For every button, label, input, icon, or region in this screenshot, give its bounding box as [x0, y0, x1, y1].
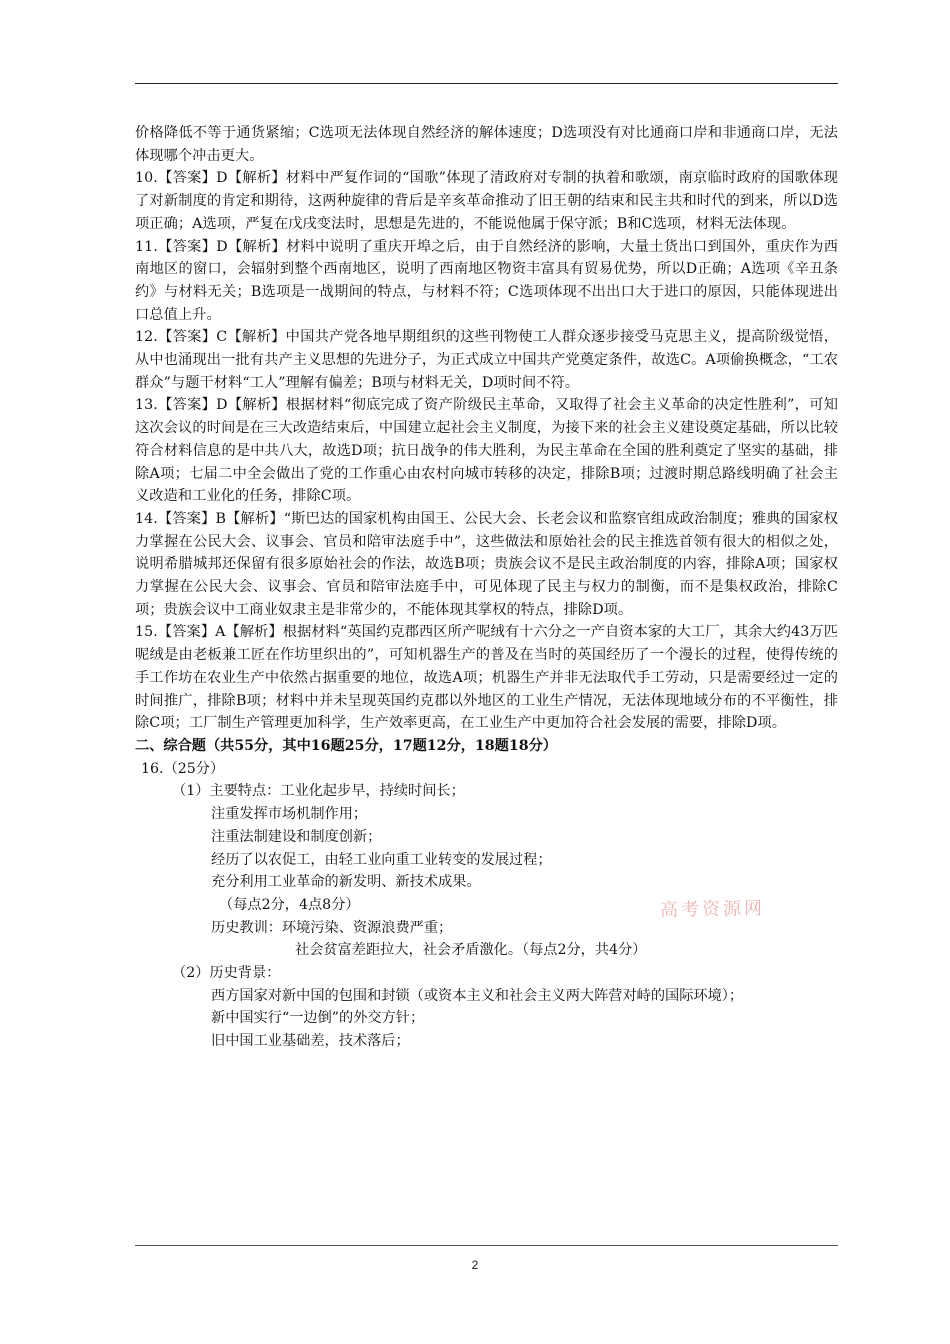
q16-part2-point: 西方国家对新中国的包围和封锁（或资本主义和社会主义两大阵营对峙的国际环境）；	[211, 987, 744, 1004]
page-number: 2	[471, 1258, 479, 1272]
q16-part1-point: 注重法制建设和制度创新；	[211, 828, 382, 845]
q16-part2-point: 新中国实行“一边倒”的外交方针；	[211, 1010, 425, 1027]
answer-paragraph: 14.【答案】B【解析】“斯巴达的国家机构由国王、公民大会、长老会议和监察官组成政治制度；雅典的国家权力掌握在公民大会、议事会、官员和陪审法庭手中”，这些做法和原始社会的民主推选首领有很大的相似之处，说明希腊城邦还保留有很多原始社会的作法，故选B项；贵族会议不是民主政治制度的内容，排除A项；国家权力掌握在公民大会、议事会、官员和陪审法庭手中，可见体现了民主与权力的制衡，而不是集权政治，排除C项；贵族会议中工商业奴隶主是非常少的，不能体现其掌权的特点，排除D项。	[135, 510, 838, 618]
answer-paragraph: 11.【答案】D【解析】材料中说明了重庆开埠之后，由于自然经济的影响，大量土货出口到国外，重庆作为西南地区的窗口，会辐射到整个西南地区，说明了西南地区物资丰富具有贸易优势，所以D正确；A选项《辛丑条约》与材料无关；B选项是一战期间的特点，与材料不符；C选项体现不出出口大于进口的原因，只能体现进出口总值上升。	[135, 238, 838, 323]
q16-part1-score: （每点2分，4点8分）	[219, 896, 360, 913]
question-16-header: 16.（25分）	[141, 760, 225, 777]
answer-paragraph: 15.【答案】A【解析】根据材料“英国约克郡西区所产呢绒有十六分之一产自资本家的大工厂，其余大约43万匹呢绒是由老板兼工匠在作坊里织出的”，可知机器生产的普及在当时的英国经历了一个漫长的过程，使得传统的手工作坊在农业生产中依然占据重要的地位，故选A项；机器生产并非无法取代手工劳动，只是需要经过一定的时间推广，排除B项；材料中并未呈现英国约克郡以外地区的工业生产情况，无法体现地域分布的不平衡性，排除C项；工厂制生产管理更加科学，生产效率更高，在工业生产中更加符合社会发展的需要，排除D项。	[135, 624, 838, 732]
q16-lesson-label: 历史教训：环境污染、资源浪费严重；	[211, 919, 453, 936]
section-title: 二、综合题（共55分，其中16题25分，17题12分，18题18分）	[135, 737, 557, 754]
answer-paragraph: 13.【答案】D【解析】根据材料“彻底完成了资产阶级民主革命，又取得了社会主义革命的决定性胜利”，可知这次会议的时间是在三大改造结束后，中国建立起社会主义制度，为接下来的社会主义建设奠定基础，所以比较符合材料信息的是中共八大，故选D项；抗日战争的伟大胜利，为民主革命在全国的胜利奠定了坚实的基础，排除A项；七届二中全会做出了党的工作重心由农村向城市转移的决定，排除B项；过渡时期总路线明确了社会主义改造和工业化的任务，排除C项。	[135, 397, 838, 505]
header-rule	[135, 83, 838, 84]
q16-lesson-cont: 社会贫富差距拉大，社会矛盾激化。（每点2分，共4分）	[295, 942, 647, 959]
q16-part1-point: 注重发挥市场机制作用；	[211, 806, 368, 823]
watermark: 高考资源网	[659, 898, 766, 921]
answer-paragraph: 12.【答案】C【解析】中国共产党各地早期组织的这些刊物使工人群众逐步接受马克思主义，提高阶级觉悟，从中也涌现出一批有共产主义思想的先进分子，为正式成立中国共产党奠定条件，故选C。A项偷换概念，“工农群众”与题干材料“工人”理解有偏差；B项与材料无关，D项时间不符。	[135, 329, 838, 391]
q16-part1-label: （1）主要特点：工业化起步早，持续时间长；	[172, 783, 465, 800]
q16-part1-point: 充分利用工业革命的新发明、新技术成果。	[211, 874, 481, 891]
footer-rule	[135, 1245, 838, 1246]
q16-part2-point: 旧中国工业基础差，技术落后；	[211, 1033, 410, 1050]
answer-paragraph: 价格降低不等于通货紧缩；C选项无法体现自然经济的解体速度；D选项没有对比通商口岸和非通商口岸，无法体现哪个冲击更大。	[135, 125, 838, 164]
answer-paragraph: 10.【答案】D【解析】材料中严复作词的“国歌”体现了清政府对专制的执着和歌颂，南京临时政府的国歌体现了对新制度的肯定和期待，这两种旋律的背后是辛亥革命推动了旧王朝的结束和民主共和时代的到来，所以D选项正确；A选项，严复在戊戌变法时，思想是先进的，不能说他属于保守派；B和C选项，材料无法体现。	[135, 170, 838, 232]
q16-part2-label: （2）历史背景：	[172, 965, 281, 982]
q16-part1-point: 经历了以农促工，由轻工业向重工业转变的发展过程；	[211, 851, 552, 868]
